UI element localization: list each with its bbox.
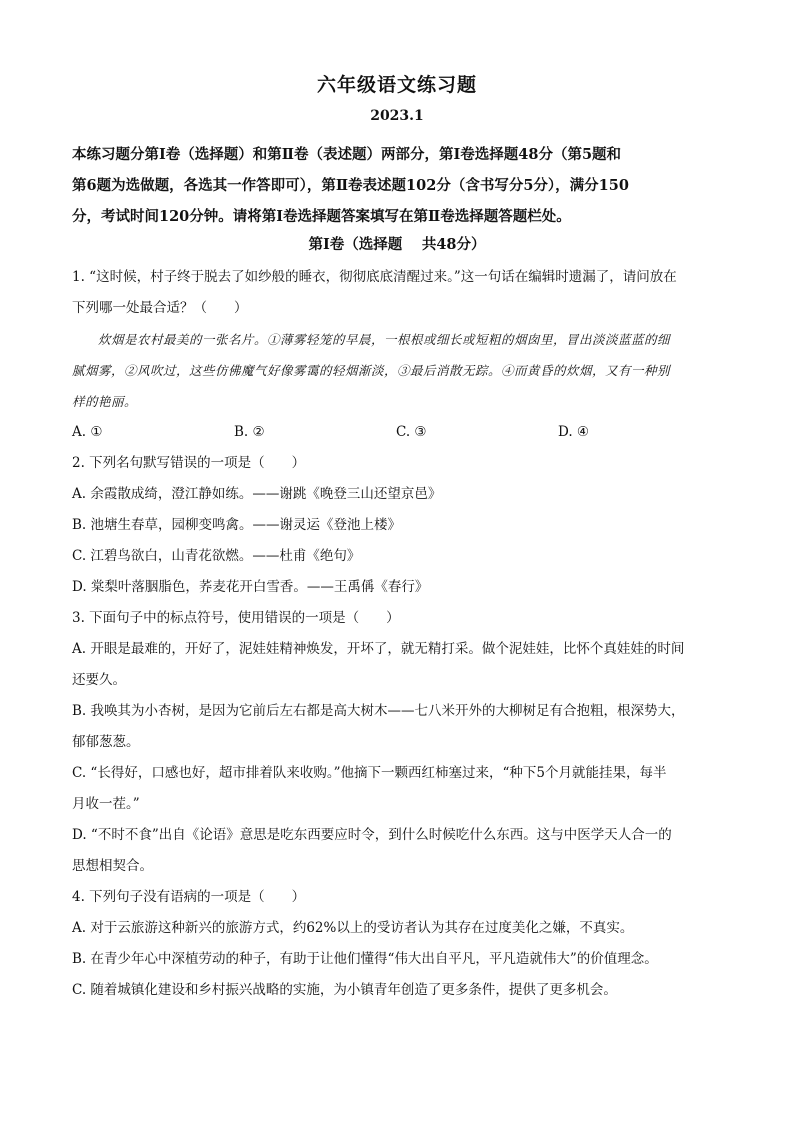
option-b[interactable]	[72, 696, 732, 758]
option-a[interactable]: A. ①	[72, 424, 103, 440]
option-text: 思想相契合。	[72, 858, 153, 874]
option-text: C. “长得好，口感也好，超市排着队来收购。”他摘下一颗西红柿塞过来，“种下5个月就能挂果，每半	[72, 765, 667, 781]
exam-date: 2023.1	[370, 108, 424, 124]
reading-passage	[72, 324, 732, 417]
section-heading: 第Ⅰ卷（选择题 共48分）	[308, 236, 486, 253]
option-d[interactable]: D. 棠梨叶落胭脂色，荞麦花开白雪香。——王禹偁《春行》	[72, 579, 429, 595]
question-2	[72, 448, 732, 603]
option-text: 还要久。	[72, 672, 126, 688]
instructions-line: 本练习题分第Ⅰ卷（选择题）和第Ⅱ卷（表述题）两部分，第Ⅰ卷选择题48分（第5题和	[72, 146, 622, 163]
questions	[72, 262, 732, 1006]
option-a[interactable]: A. 对于云旅游这种新兴的旅游方式，约62%以上的受访者认为其存在过度美化之嫌，不真实。	[72, 920, 634, 936]
page-title: 六年级语文练习题	[316, 74, 477, 96]
option-b[interactable]: B. ②	[234, 424, 265, 440]
question-4	[72, 882, 732, 1006]
question-stem: 下列哪一处最合适？（ ）	[72, 300, 248, 316]
answer-options	[72, 417, 732, 448]
option-text: 月收一茬。”	[72, 796, 140, 812]
passage-line: 炊烟是农村最美的一张名片。①薄雾轻笼的早晨，一根根或细长或短粗的烟囱里，冒出淡淡蓝蓝的细	[98, 332, 671, 347]
option-c[interactable]: C. ③	[396, 424, 427, 440]
passage-line: 样的艳丽。	[72, 394, 138, 409]
option-text: 郁郁葱葱。	[72, 734, 140, 750]
instructions-line: 第6题为选做题，各选其一作答即可），第Ⅱ卷表述题102分（含书写分5分），满分150	[72, 177, 629, 194]
question-3	[72, 603, 732, 882]
question-stem: 3. 下面句子中的标点符号，使用错误的一项是（ ）	[72, 610, 400, 626]
option-c[interactable]	[72, 758, 732, 820]
instructions-line: 分，考试时间120分钟。请将第Ⅰ卷选择题答案填写在第Ⅱ卷选择题答题栏处。	[72, 208, 571, 225]
option-c[interactable]: C. 随着城镇化建设和乡村振兴战略的实施，为小镇青年创造了更多条件，提供了更多机会。	[72, 982, 617, 998]
option-text: A. 开眼是最难的，开好了，泥娃娃精神焕发，开坏了，就无精打采。做个泥娃娃，比怀个真娃娃的时间	[72, 641, 685, 657]
exam-instructions	[72, 139, 727, 232]
option-b[interactable]: B. 在青少年心中深植劳动的种子，有助于让他们懂得“伟大出自平凡，平凡造就伟大”的价值理念。	[72, 951, 658, 967]
option-d[interactable]: D. ④	[558, 424, 590, 440]
option-a[interactable]	[72, 634, 732, 696]
option-d[interactable]	[72, 820, 732, 882]
question-stem: 1. “这时候，村子终于脱去了如纱般的睡衣，彻彻底底清醒过来。”这一句话在编辑时遗漏了，请问放在	[72, 269, 677, 285]
option-a[interactable]: A. 余霞散成绮，澄江静如练。——谢跳《晚登三山还望京邑》	[72, 486, 442, 502]
option-c[interactable]: C. 江碧鸟欲白，山青花欲燃。——杜甫《绝句》	[72, 548, 361, 564]
question-1	[72, 262, 732, 448]
option-text: D. “不时不食”出自《论语》意思是吃东西要应时令，到什么时候吃什么东西。这与中医学天人合一的	[72, 827, 672, 843]
option-b[interactable]: B. 池塘生春草，园柳变鸣禽。——谢灵运《登池上楼》	[72, 517, 402, 533]
option-text: B. 我唤其为小杏树，是因为它前后左右都是高大树木——七八米开外的大柳树足有合抱粗，根深势大，	[72, 703, 685, 719]
question-stem: 2. 下列名句默写错误的一项是（ ）	[72, 455, 306, 471]
question-stem: 4. 下列句子没有语病的一项是（ ）	[72, 889, 306, 905]
passage-line: 腻烟雾，②风吹过，这些仿佛魔气好像雾霭的轻烟渐淡，③最后消散无踪。④而黄昏的炊烟，又有一种别	[72, 363, 671, 378]
